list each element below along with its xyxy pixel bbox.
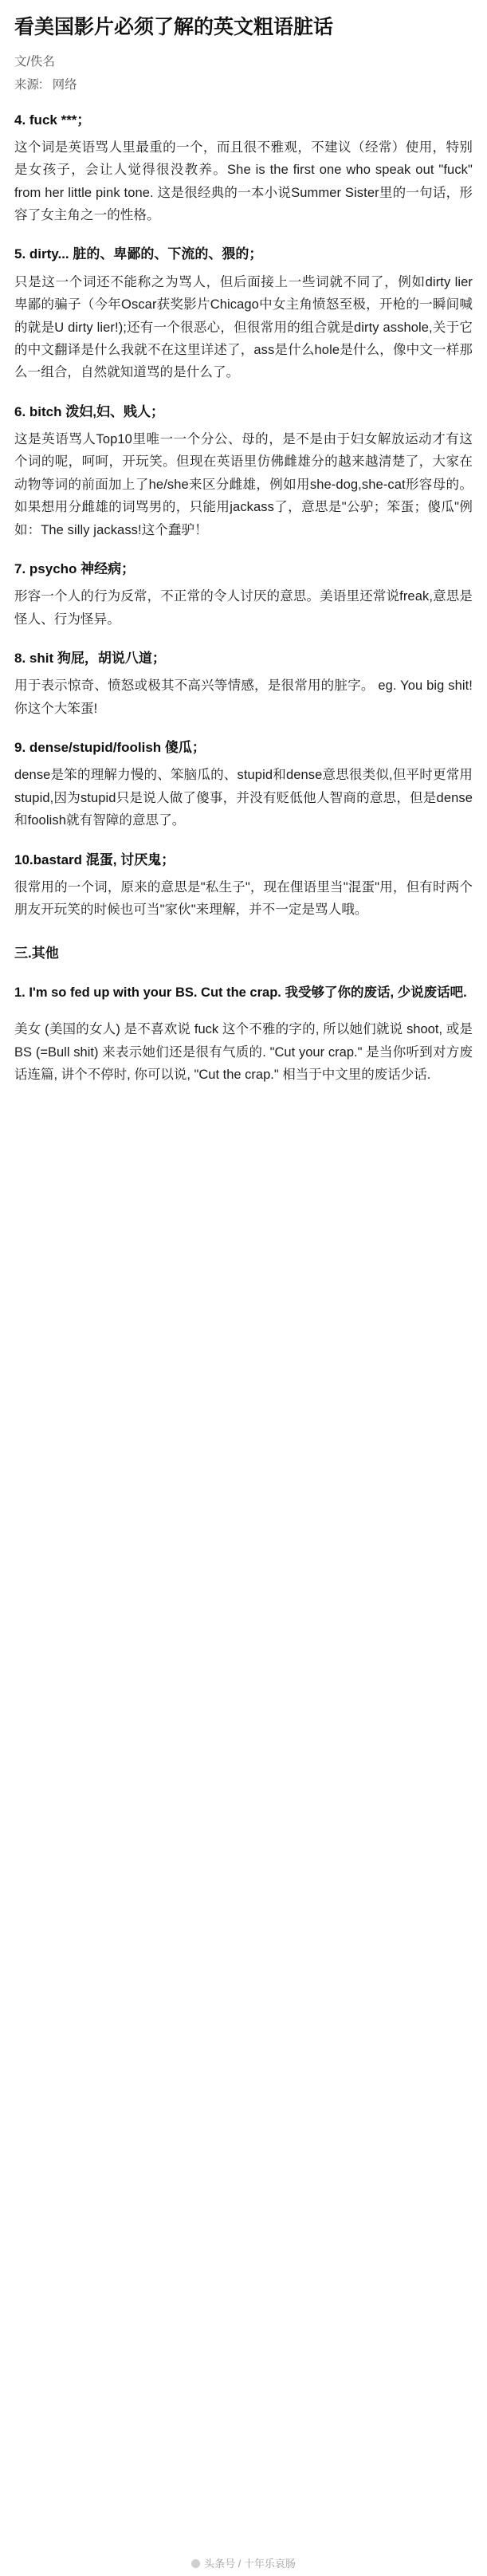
watermark-logo-icon [191,2559,200,2568]
entry-body: dense是笨的理解力慢的、笨脑瓜的、stupid和dense意思很类似,但平时更常用stupid,因为stupid只是说人做了傻事，并没有贬低他人智商的意思，但是dense和foolish就有智障的意思了。 [14,768,473,828]
author-name: 佚名 [29,55,55,69]
entry-heading: 9. dense/stupid/foolish 傻瓜； [14,740,206,756]
sub-entry [14,981,473,1087]
entry-heading: 8. shit 狗屁，胡说八道； [14,650,166,666]
entry-heading: 6. bitch 泼妇,妇、贱人； [14,403,164,419]
entry-body: 这个词是英语骂人里最重的一个，而且很不雅观，不建议（经常）使用，特别是女孩子，会让人觉得很没教养。She is the first one who speak out "fuck" from her little pink tone. 这是很经典的一本小说Summer Sister里的一句话，形容了女主角之一的性格。 [14,140,473,223]
source-label: 来源: [14,77,43,92]
entry [14,850,473,922]
entry-heading: 10.bastard 混蛋, 讨厌鬼； [14,851,175,867]
entry-body: 形容一个人的行为反常，不正常的令人讨厌的意思。美语里还常说freak,意思是怪人、行为怪异。 [14,589,473,627]
entry [14,402,473,541]
entry-heading: 4. fuck ***； [14,112,91,128]
watermark [0,2557,487,2571]
entry [14,737,473,832]
source-value: 网络 [52,77,77,92]
entry-body: 这是英语骂人Top10里唯一一个分公、母的，是不是由于妇女解放运动才有这个词的呢，呵呵，开玩笑。但现在英语里仿佛雌雄分的越来越清楚了，大家在动物等词的前面加上了he/she来区分雌雄，例如用she-dog,she-cat形容母的。如果想用分雌雄的词骂男的，只能用jackass了，意思是"公驴；笨蛋；傻瓜"例如：The silly jackass!这个蠢驴！ [14,432,473,537]
entry-body: 很常用的一个词，原来的意思是"私生子"，现在俚语里当"混蛋"用，但有时两个朋友开玩笑的时候也可当"家伙"来理解，并不一定是骂人哦。 [14,879,473,918]
entry [14,648,473,720]
section-heading: 三.其他 [14,945,59,961]
byline [14,53,473,73]
entry [14,110,473,227]
entry [14,559,473,631]
sub-entry-heading: 1. I'm so fed up with your BS. Cut the crap. 我受够了你的废话, 少说废话吧. [14,985,467,1000]
bottom-spacer [14,1105,473,1142]
entry-heading: 7. psycho 神经病； [14,560,135,576]
sub-entry-paragraph: 美女 (美国的女人) 是不喜欢说 fuck 这个不雅的字的, 所以她们就说 shoot, 或是 BS (=Bull shit) 来表示她们还是很有气质的. "Cut your crap." 是当你听到对方废话连篇, 讲个不停时, 你可以说, "Cut the crap." 相当于中文里的废话少话. [14,1022,473,1082]
entry-body: 用于表示惊奇、愤怒或极其不高兴等情感，是很常用的脏字。 eg. You big shit!你这个大笨蛋! [14,678,473,716]
watermark-text: 头条号 / 十年乐哀肠 [204,2557,296,2570]
page-title: 看美国影片必须了解的英文粗语脏话 [14,16,334,38]
entry-body: 只是这一个词还不能称之为骂人，但后面接上一些词就不同了，例如dirty lier 卑鄙的骗子（今年Oscar获奖影片Chicago中女主角愤怒至极，开枪的一瞬间喊的就是U dirty lier!);还有一个很恶心，但很常用的组合就是dirty asshole,关于它的中文翻译是什么我就不在这里详述了，ass是什么hole是什么，像中文一样那么一组合，自然就知道骂的是什么了。 [14,274,473,380]
entry [14,244,473,383]
entry-heading: 5. dirty... 脏的、卑鄙的、下流的、猥的； [14,246,263,262]
author-label: 文/ [14,55,30,69]
source-row [14,76,473,96]
